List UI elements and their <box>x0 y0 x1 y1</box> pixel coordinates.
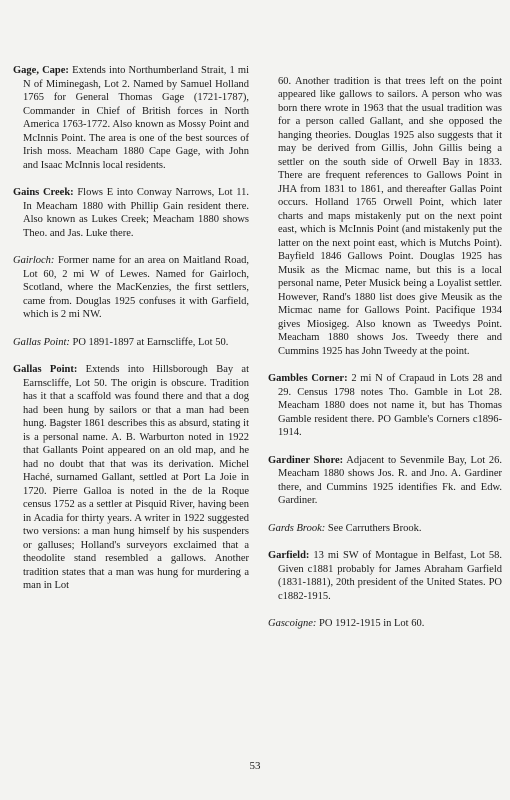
page-number: 53 <box>249 760 261 772</box>
left-column <box>13 64 249 607</box>
entry-text: Flows E into Conway Narrows, Lot 11. In Meacham 1880 with Phillip Gain resident there. Also known as Lukes Creek; Meacham 1880 shows Theo. and Jas. Luke there. <box>23 187 249 239</box>
entry-headword: Gallas Point: <box>13 336 70 348</box>
entry-text: PO 1891-1897 at Earnscliffe, Lot 50. <box>72 336 229 348</box>
entry-gains-creek <box>13 186 249 240</box>
entry-gallas-point-po <box>13 336 249 350</box>
entry-text: PO 1912-1915 in Lot 60. <box>319 618 425 629</box>
entry-garfield <box>268 549 502 603</box>
entry-gallas-point-continued: 60. Another tradition is that trees left on the point appeared like gallows to sailors. A person who was born there wrote in 1963 that the usual tradition was for a person called Gallant, and she opposed the hanging theories. Douglas 1925 also suggests that it may be derived from Gillis, John Gillis being a settler on the south side of Orwell Bay in 1833. There are frequent references to Gallows Point in JHA from 1831 to 1861, and thereafter Gallas Point occurs. Holland 1765 Orwell Point, which later charts and maps mistakenly put on the next point east, which is McInnis Point (and mistakenly put the latter on the next point east, which is Mutchs Point). Bayfield 1846 Gallows Point. Douglas 1925 has Musik as the Micmac name, but this is a local personal name, Peter Musick being a Loyalist settler. However, Rand's 1880 list does give Meusik as the Micmac name for Gallows Point. Pacifique 1934 gives Miosigeg. Also known as Tweedys Point. Meacham 1880 shows Jos. Tweedy there and Cummins 1925 has John Tweedy at the point. <box>278 75 502 357</box>
entry-text: Extends into Hillsborough Bay at Earnscliffe, Lot 50. The origin is obscure. Tradition has it that a scaffold was found there and that a dog had been hung by sailors or that a man had been hung. Bagster 1861 describes this as absurd, stating it is a personal name. A. B. Warburton noted in 1922 that Gallants Point appeared on an old map, and he had no doubt that that was its derivation. Michel Haché, surnamed Gallant, settled at Port La Joie in 1720. Pierre Galloa is noted in the de la Roque census 1752 as a settler at Pisquid River, having been in Acadia for thirty years. A writer in 1922 suggested two versions: a man hung himself by his suspenders or galluses; Holland's surveyors exclaimed that a theodolite stand resembled a gallows. Another tradition states that a man was hung for murdering a man in Lot <box>23 364 249 591</box>
entry-text: See Carruthers Brook. <box>327 522 422 534</box>
entry-gambles-corner <box>268 372 502 440</box>
right-column <box>268 64 502 645</box>
entry-gascoigne <box>268 617 502 631</box>
entry-text: Extends into Northumberland Strait, 1 mi N of Miminegash, Lot 2. Named by Samuel Holland 1765 for General Thomas Gage (1721-1787), Commander in Chief of British forces in North America 1763-1772. Also known as Mossy Point and McInnis Point. The area is one of the best sources of Irish moss. Meacham 1880 Cape Gage, with John and Isaac McInnis local residents. <box>23 65 249 171</box>
entry-headword: Gascoigne: <box>268 618 317 629</box>
entry-headword: Garfield: <box>268 550 310 561</box>
entry-headword: Gallas Point: <box>13 364 78 375</box>
entry-headword: Gains Creek: <box>13 187 74 198</box>
entry-gardiner-shore <box>268 454 502 508</box>
entry-text: Adjacent to Sevenmile Bay, Lot 26. Meacham 1880 shows Jos. R. and Jno. A. Gardiner there, and Cummins 1925 identifies Fk. and Edw. Gardiner. <box>278 454 502 506</box>
entry-gards-brook <box>268 522 502 536</box>
entry-headword: Gardiner Shore: <box>268 454 344 466</box>
entry-headword: Gards Brook: <box>268 522 326 534</box>
entry-text: Former name for an area on Maitland Road, Lot 60, 2 mi W of Lewes. Named for Gairloch, Scotland, where the MacKenzies, the first settlers, came from. Douglas 1925 confuses it with Garfield, which is 2 mi NW. <box>23 255 249 320</box>
entry-gairloch <box>13 254 249 322</box>
entry-headword: Gage, Cape: <box>13 65 69 76</box>
entry-gallas-point <box>13 363 249 593</box>
entry-text: 13 mi SW of Montague in Belfast, Lot 58. Given c1881 probably for James Abraham Garfield (1831-1881), 20th president of the United States. PO c1882-1915. <box>278 550 503 602</box>
entry-gage-cape <box>13 64 249 172</box>
entry-headword: Gairloch: <box>13 255 55 266</box>
entry-headword: Gambles Corner: <box>268 373 348 384</box>
entry-text: 2 mi N of Crapaud in Lots 28 and 29. Census 1798 notes Tho. Gamble in Lot 28. Meacham 1880 does not name it, but has Thomas Gamble resident there. PO Gamble's Corners c1896-1914. <box>278 373 502 438</box>
